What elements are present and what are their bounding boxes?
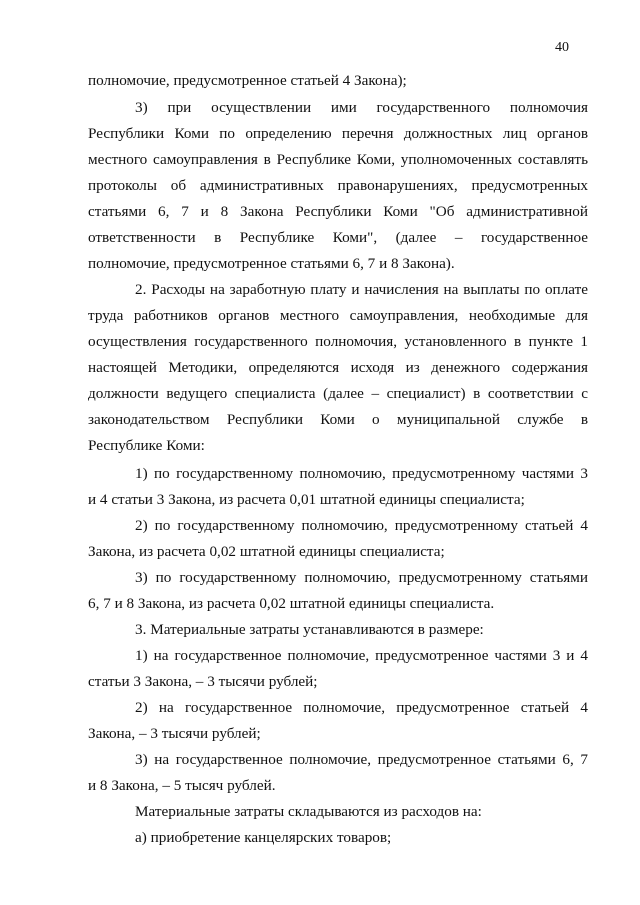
text-line: 1) на государственное полномочие, предусмотренное частями 3 и 4 [135,647,588,664]
text-line: ответственности в Республике Коми", (далее – государственное [88,229,588,246]
text-line: 1) по государственному полномочию, предусмотренному частями 3 [135,465,588,482]
text-line: полномочие, предусмотренное статьями 6, 7 и 8 Закона). [88,255,455,272]
text-line: протоколы об административных правонарушениях, предусмотренных [88,177,588,194]
text-line: 3. Материальные затраты устанавливаются в размере: [135,621,484,638]
text-line: 3) по государственному полномочию, предусмотренному статьями [135,569,588,586]
text-line: а) приобретение канцелярских товаров; [135,829,392,846]
page-number: 40 [555,40,569,55]
text-line: Материальные затраты складываются из расходов на: [135,803,482,820]
text-line: осуществления государственного полномочия, установленного в пункте 1 [88,333,588,350]
text-line: Республики Коми по определению перечня должностных лиц органов [88,125,588,142]
text-line: и 4 статьи 3 Закона, из расчета 0,01 штатной единицы специалиста; [88,491,525,508]
text-line: полномочие, предусмотренное статьей 4 Закона); [88,72,407,89]
text-line: 6, 7 и 8 Закона, из расчета 0,02 штатной единицы специалиста. [88,595,495,612]
text-line: труда работников органов местного самоуправления, необходимые для [88,307,588,324]
text-line: 2) по государственному полномочию, предусмотренному статьей 4 [135,517,588,534]
text-line: Закона, – 3 тысячи рублей; [88,725,261,742]
text-line: Республике Коми: [88,437,205,454]
text-line: 2) на государственное полномочие, предусмотренное статьей 4 [135,699,588,716]
text-line: 3) при осуществлении ими государственного полномочия [135,99,588,116]
text-line: настоящей Методики, определяются исходя из денежного содержания [88,359,588,376]
text-line: 3) на государственное полномочие, предусмотренное статьями 6, 7 [135,751,588,768]
text-line: и 8 Закона, – 5 тысяч рублей. [88,777,276,794]
text-line: статьи 3 Закона, – 3 тысячи рублей; [88,673,318,690]
text-line: 2. Расходы на заработную плату и начисления на выплаты по оплате [135,281,588,298]
text-line: статьями 6, 7 и 8 Закона Республики Коми "Об административной [88,203,588,220]
text-line: Закона, из расчета 0,02 штатной единицы специалиста; [88,543,445,560]
text-line: законодательством Республики Коми о муниципальной службе в [88,411,588,428]
text-line: должности ведущего специалиста (далее – специалист) в соответствии с [88,385,588,402]
text-line: местного самоуправления в Республике Коми, уполномоченных составлять [88,151,588,168]
